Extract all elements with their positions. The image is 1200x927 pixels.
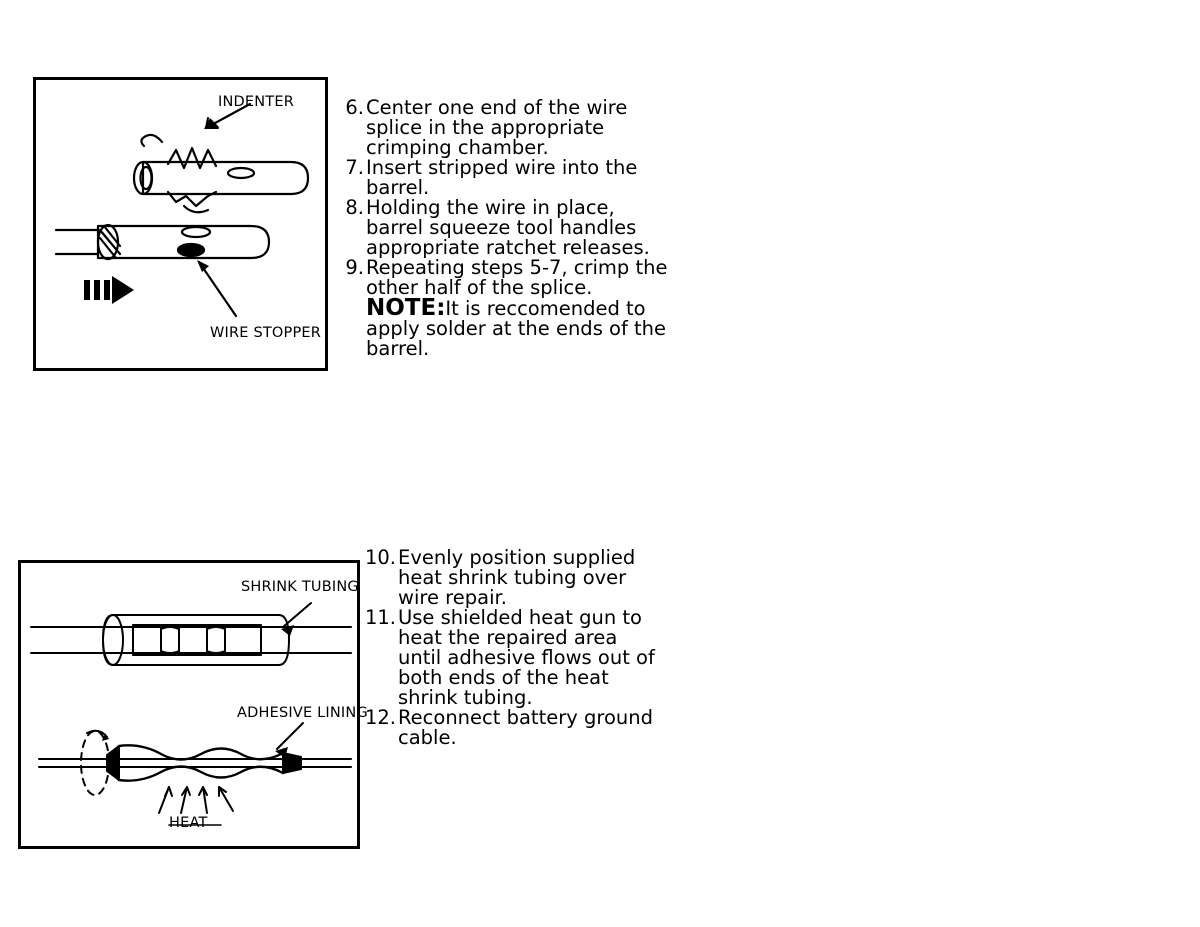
note-text: It is reccomended to apply solder at the ends of the barrel.: [366, 297, 667, 360]
heat-shrink-diagram-panel: [18, 560, 368, 849]
list-item: [339, 198, 669, 258]
crimp-diagram-panel: [33, 77, 328, 371]
step-number: 10.: [364, 546, 396, 569]
list-item: [339, 258, 669, 298]
crimp-steps-list: [339, 98, 669, 359]
shrink-tubing-label: SHRINK TUBING: [241, 579, 359, 595]
step-number: 6.: [345, 96, 364, 119]
list-item: [339, 98, 669, 158]
adhesive-lining-label: ADHESIVE LINING: [237, 705, 368, 721]
step-number: 11.: [364, 606, 396, 629]
step-text: Holding the wire in place, barrel squeeze tool handles appropriate ratchet releases.: [366, 196, 650, 259]
step-text: Use shielded heat gun to heat the repaired area until adhesive flows out of both ends of the heat shrink tubing.: [398, 606, 655, 709]
step-text: Center one end of the wire splice in the appropriate crimping chamber.: [366, 96, 628, 159]
list-item: [339, 158, 669, 198]
wire-stopper-label: WIRE STOPPER: [210, 325, 322, 341]
step-number: 12.: [364, 706, 396, 729]
list-item: [362, 608, 662, 708]
list-item: [362, 548, 662, 608]
step-number: 7.: [345, 156, 364, 179]
step-text: Repeating steps 5-7, crimp the other half of the splice.: [366, 256, 668, 299]
step-number: 9.: [345, 256, 364, 279]
note-block: [339, 295, 669, 360]
indenter-label: INDENTER: [218, 94, 294, 110]
note-label: NOTE:: [366, 295, 446, 321]
step-number: 8.: [345, 196, 364, 219]
heat-shrink-steps-list: [362, 548, 662, 748]
list-item: [362, 708, 662, 748]
step-text: Insert stripped wire into the barrel.: [366, 156, 638, 199]
step-text: Evenly position supplied heat shrink tubing over wire repair.: [398, 546, 636, 609]
step-text: Reconnect battery ground cable.: [398, 706, 653, 749]
heat-label: HEAT: [169, 815, 208, 831]
